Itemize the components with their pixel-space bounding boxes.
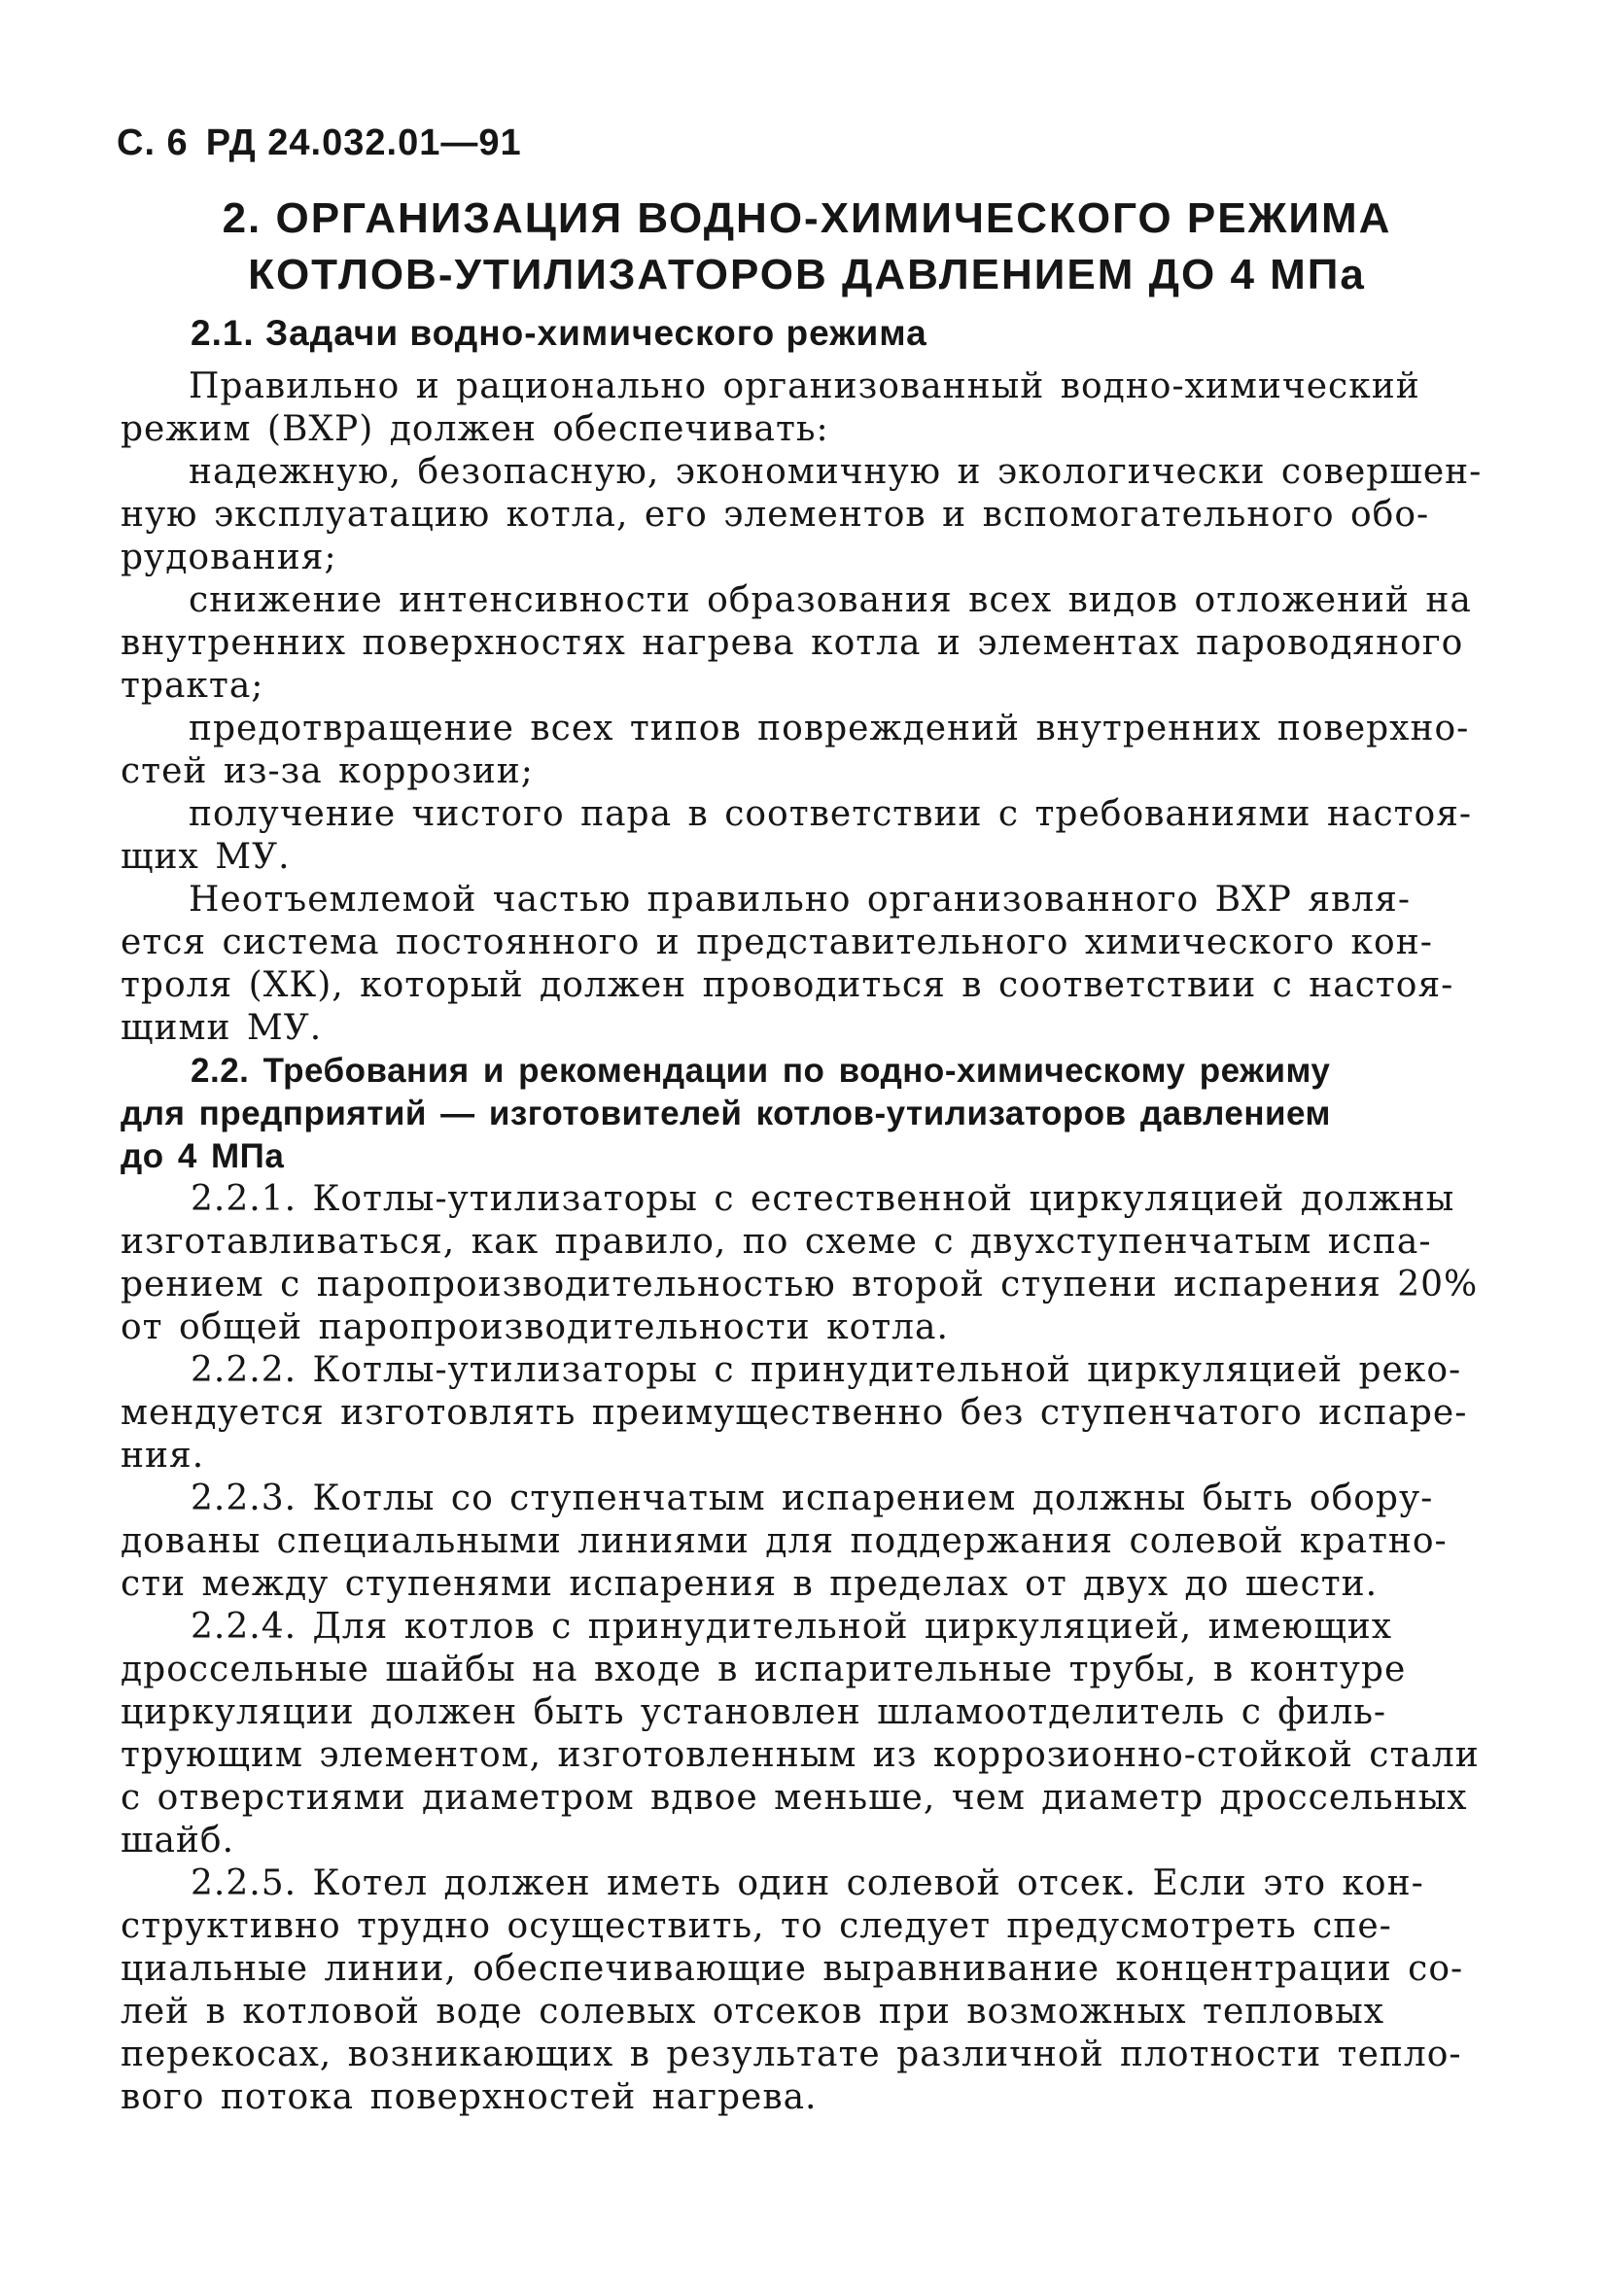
paragraph-line: трующим элементом, изготовленным из коррозионно-стойкой стали <box>121 1735 1480 1775</box>
paragraph-line: дованы специальными линиями для поддержания солевой кратно- <box>121 1521 1448 1561</box>
paragraph-line: 2.2.2. Котлы-утилизаторы с принудительной циркуляцией реко- <box>191 1350 1462 1390</box>
paragraph-line: 2.2.5. Котел должен иметь один солевой отсек. Если это кон- <box>191 1863 1424 1903</box>
paragraph-line: рудования; <box>121 538 337 577</box>
paragraph-line: Неотъемлемой частью правильно организованного ВХР явля- <box>189 880 1412 920</box>
section-title <box>117 191 1497 303</box>
paragraph-line: внутренних поверхностях нагрева котла и элементах пароводяного <box>121 623 1464 663</box>
paragraph-line: структивно трудно осуществить, то следует предусмотреть спе- <box>121 1906 1392 1946</box>
paragraph-line: изготавливаться, как правило, по схеме с двухступенчатым испа- <box>121 1222 1432 1262</box>
section-title-line-2: КОТЛОВ-УТИЛИЗАТОРОВ ДАВЛЕНИЕМ ДО 4 МПа <box>248 251 1366 298</box>
paragraph-line: снижение интенсивности образования всех видов отложений на <box>189 580 1472 620</box>
subsection-heading-2-2: до 4 МПа <box>121 1137 285 1175</box>
paragraph-line: циальные линии, обеспечивающие выравнивание концентрации со- <box>121 1949 1464 1989</box>
running-header <box>117 122 540 164</box>
section-title-line-1: 2. ОРГАНИЗАЦИЯ ВОДНО-ХИМИЧЕСКОГО РЕЖИМА <box>222 194 1392 242</box>
paragraph-line: получение чистого пара в соответствии с требованиями настоя- <box>189 794 1473 834</box>
paragraph-line: троля (ХК), который должен проводиться в соответствии с настоя- <box>121 965 1454 1005</box>
paragraph-line: Правильно и рационально организованный водно-химический <box>189 366 1420 406</box>
paragraph-line: мендуется изготовлять преимущественно без ступенчатого испаре- <box>121 1393 1468 1433</box>
paragraph-line: предотвращение всех типов повреждений внутренних поверхно- <box>189 709 1470 748</box>
paragraph-line: стей из-за коррозии; <box>121 751 534 791</box>
subsection-heading-2-2: для предприятий — изготовителей котлов-утилизаторов давлением <box>121 1095 1331 1132</box>
page-number: С. 6 <box>117 122 189 163</box>
paragraph-line: щих МУ. <box>121 837 291 877</box>
paragraph-line: рением с паропроизводительностью второй ступени испарения 20% <box>121 1265 1479 1305</box>
paragraph-line: надежную, безопасную, экономичную и экологически совершен- <box>189 452 1483 492</box>
subsection-heading-2-2: 2.2. Требования и рекомендации по водно-химическому режиму <box>191 1052 1331 1090</box>
paragraph-line: дроссельные шайбы на входе в испарительные трубы, в контуре <box>121 1650 1407 1689</box>
paragraph-line: ную эксплуатацию котла, его элементов и вспомогательного обо- <box>121 495 1430 535</box>
paragraph-line: 2.2.4. Для котлов с принудительной циркуляцией, имеющих <box>191 1607 1393 1647</box>
document-code: РД 24.032.01—91 <box>205 122 522 163</box>
paragraph-line: лей в котловой воде солевых отсеков при возможных тепловых <box>121 1992 1385 2032</box>
paragraph-line: от общей паропроизводительности котла. <box>121 1307 949 1347</box>
paragraph-line: вого потока поверхностей нагрева. <box>121 2077 818 2117</box>
paragraph-line: шайб. <box>121 1821 235 1861</box>
paragraph-line: щими МУ. <box>121 1008 323 1048</box>
paragraph-line: режим (ВХР) должен обеспечивать: <box>121 409 829 449</box>
paragraph-line: перекосах, возникающих в результате различной плотности тепло- <box>121 2035 1462 2074</box>
subsection-heading-2-1: 2.1. Задачи водно-химического режима <box>191 313 927 353</box>
paragraph-line: 2.2.1. Котлы-утилизаторы с естественной циркуляцией должны <box>191 1179 1455 1219</box>
paragraph-line: 2.2.3. Котлы со ступенчатым испарением должны быть обору- <box>191 1478 1434 1518</box>
paragraph-line: ется система постоянного и представительного химического кон- <box>121 922 1433 962</box>
paragraph-line: с отверстиями диаметром вдвое меньше, чем диаметр дроссельных <box>121 1778 1468 1818</box>
body-text <box>121 365 1491 2119</box>
paragraph-line: циркуляции должен быть установлен шламоотделитель с филь- <box>121 1692 1387 1732</box>
paragraph-line: сти между ступенями испарения в пределах от двух до шести. <box>121 1564 1379 1604</box>
paragraph-line: тракта; <box>121 666 264 706</box>
paragraph-line: ния. <box>121 1436 205 1476</box>
